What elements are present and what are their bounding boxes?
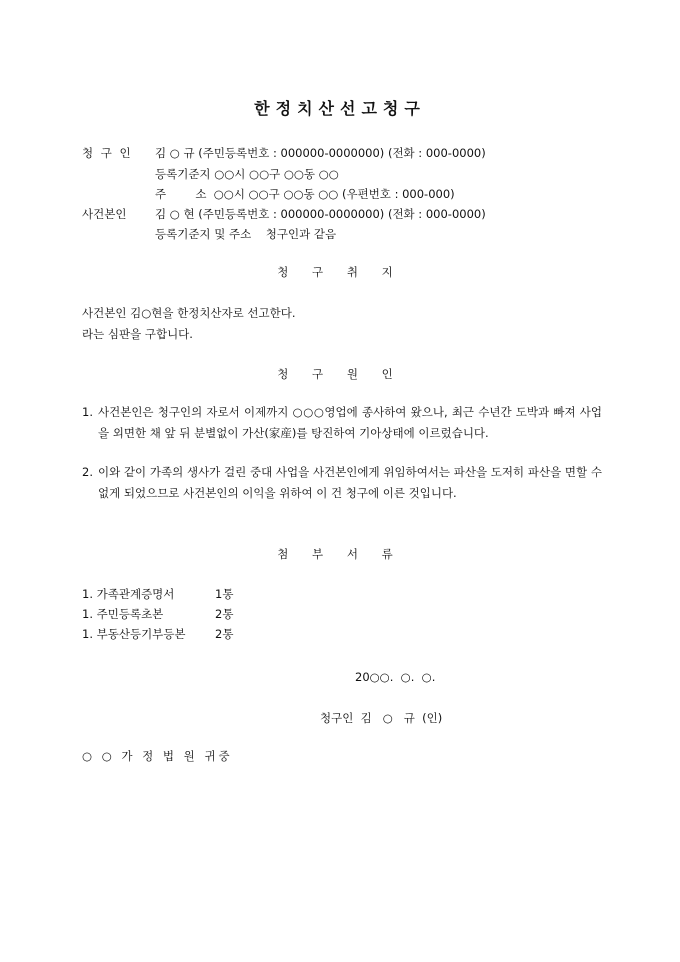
attachment-count: 2통 [215, 607, 234, 621]
attachment-item [82, 626, 234, 642]
cause-item-number: 1. [82, 405, 93, 419]
court-addressee: ○ ○ 가 정 법 원 귀중 [82, 749, 233, 763]
attachment-name: 1. 가족관계증명서 [82, 587, 175, 601]
attachment-item [82, 606, 234, 622]
subject-domicile-line: 등록기준지 및 주소 청구인과 같음 [155, 227, 337, 241]
document-date: 20○○. ○. ○. [355, 670, 436, 684]
cause-item-text: 이와 같이 가족의 생사가 걸린 중대 사업을 사건본인에게 위임하여서는 파산을 도저히 파산을 면할 수 없게 되었으므로 사건본인의 이익을 위하여 이 건 청구에 이른 것입니다. [98, 465, 602, 500]
purpose-line-1: 사건본인 김○현을 한정치산자로 선고한다. [82, 306, 296, 320]
cause-heading: 청 구 원 인 [277, 367, 403, 381]
attachment-name: 1. 주민등록초본 [82, 607, 164, 621]
claimant-signature: 청구인 김 ○ 규 (인) [320, 711, 443, 725]
cause-item [82, 462, 602, 503]
attachment-name: 1. 부동산등기부등본 [82, 627, 186, 641]
attachment-count: 2통 [215, 627, 234, 641]
claimant-domicile-line: 등록기준지 ○○시 ○○구 ○○동 ○○ [155, 167, 339, 181]
purpose-line-2: 라는 심판을 구합니다. [82, 327, 193, 341]
subject-label: 사건본인 [82, 207, 127, 221]
purpose-heading: 청 구 취 지 [277, 265, 403, 279]
subject-name-line: 김 ○ 현 (주민등록번호 : 000000-0000000) (전화 : 000-0000) [155, 207, 486, 221]
claimant-name-line: 김 ○ 규 (주민등록번호 : 000000-0000000) (전화 : 000-0000) [155, 146, 486, 160]
cause-item-number: 2. [82, 465, 93, 479]
attachment-item [82, 586, 234, 602]
attachments-heading: 첨 부 서 류 [277, 547, 403, 561]
claimant-label: 청 구 인 [82, 146, 133, 160]
attachment-count: 1통 [215, 587, 234, 601]
document-title: 한정치산선고청구 [254, 99, 426, 118]
cause-item [82, 402, 602, 443]
cause-item-text: 사건본인은 청구인의 자로서 이제까지 ○○○영업에 종사하여 왔으나, 최근 수년간 도박과 빠져 사업을 외면한 채 앞 뒤 분별없이 가산(家産)를 탕진하여 기아상태에 이르렀습니다. [98, 405, 602, 440]
claimant-address-line: 주 소 ○○시 ○○구 ○○동 ○○ (우편번호 : 000-000) [155, 187, 455, 201]
